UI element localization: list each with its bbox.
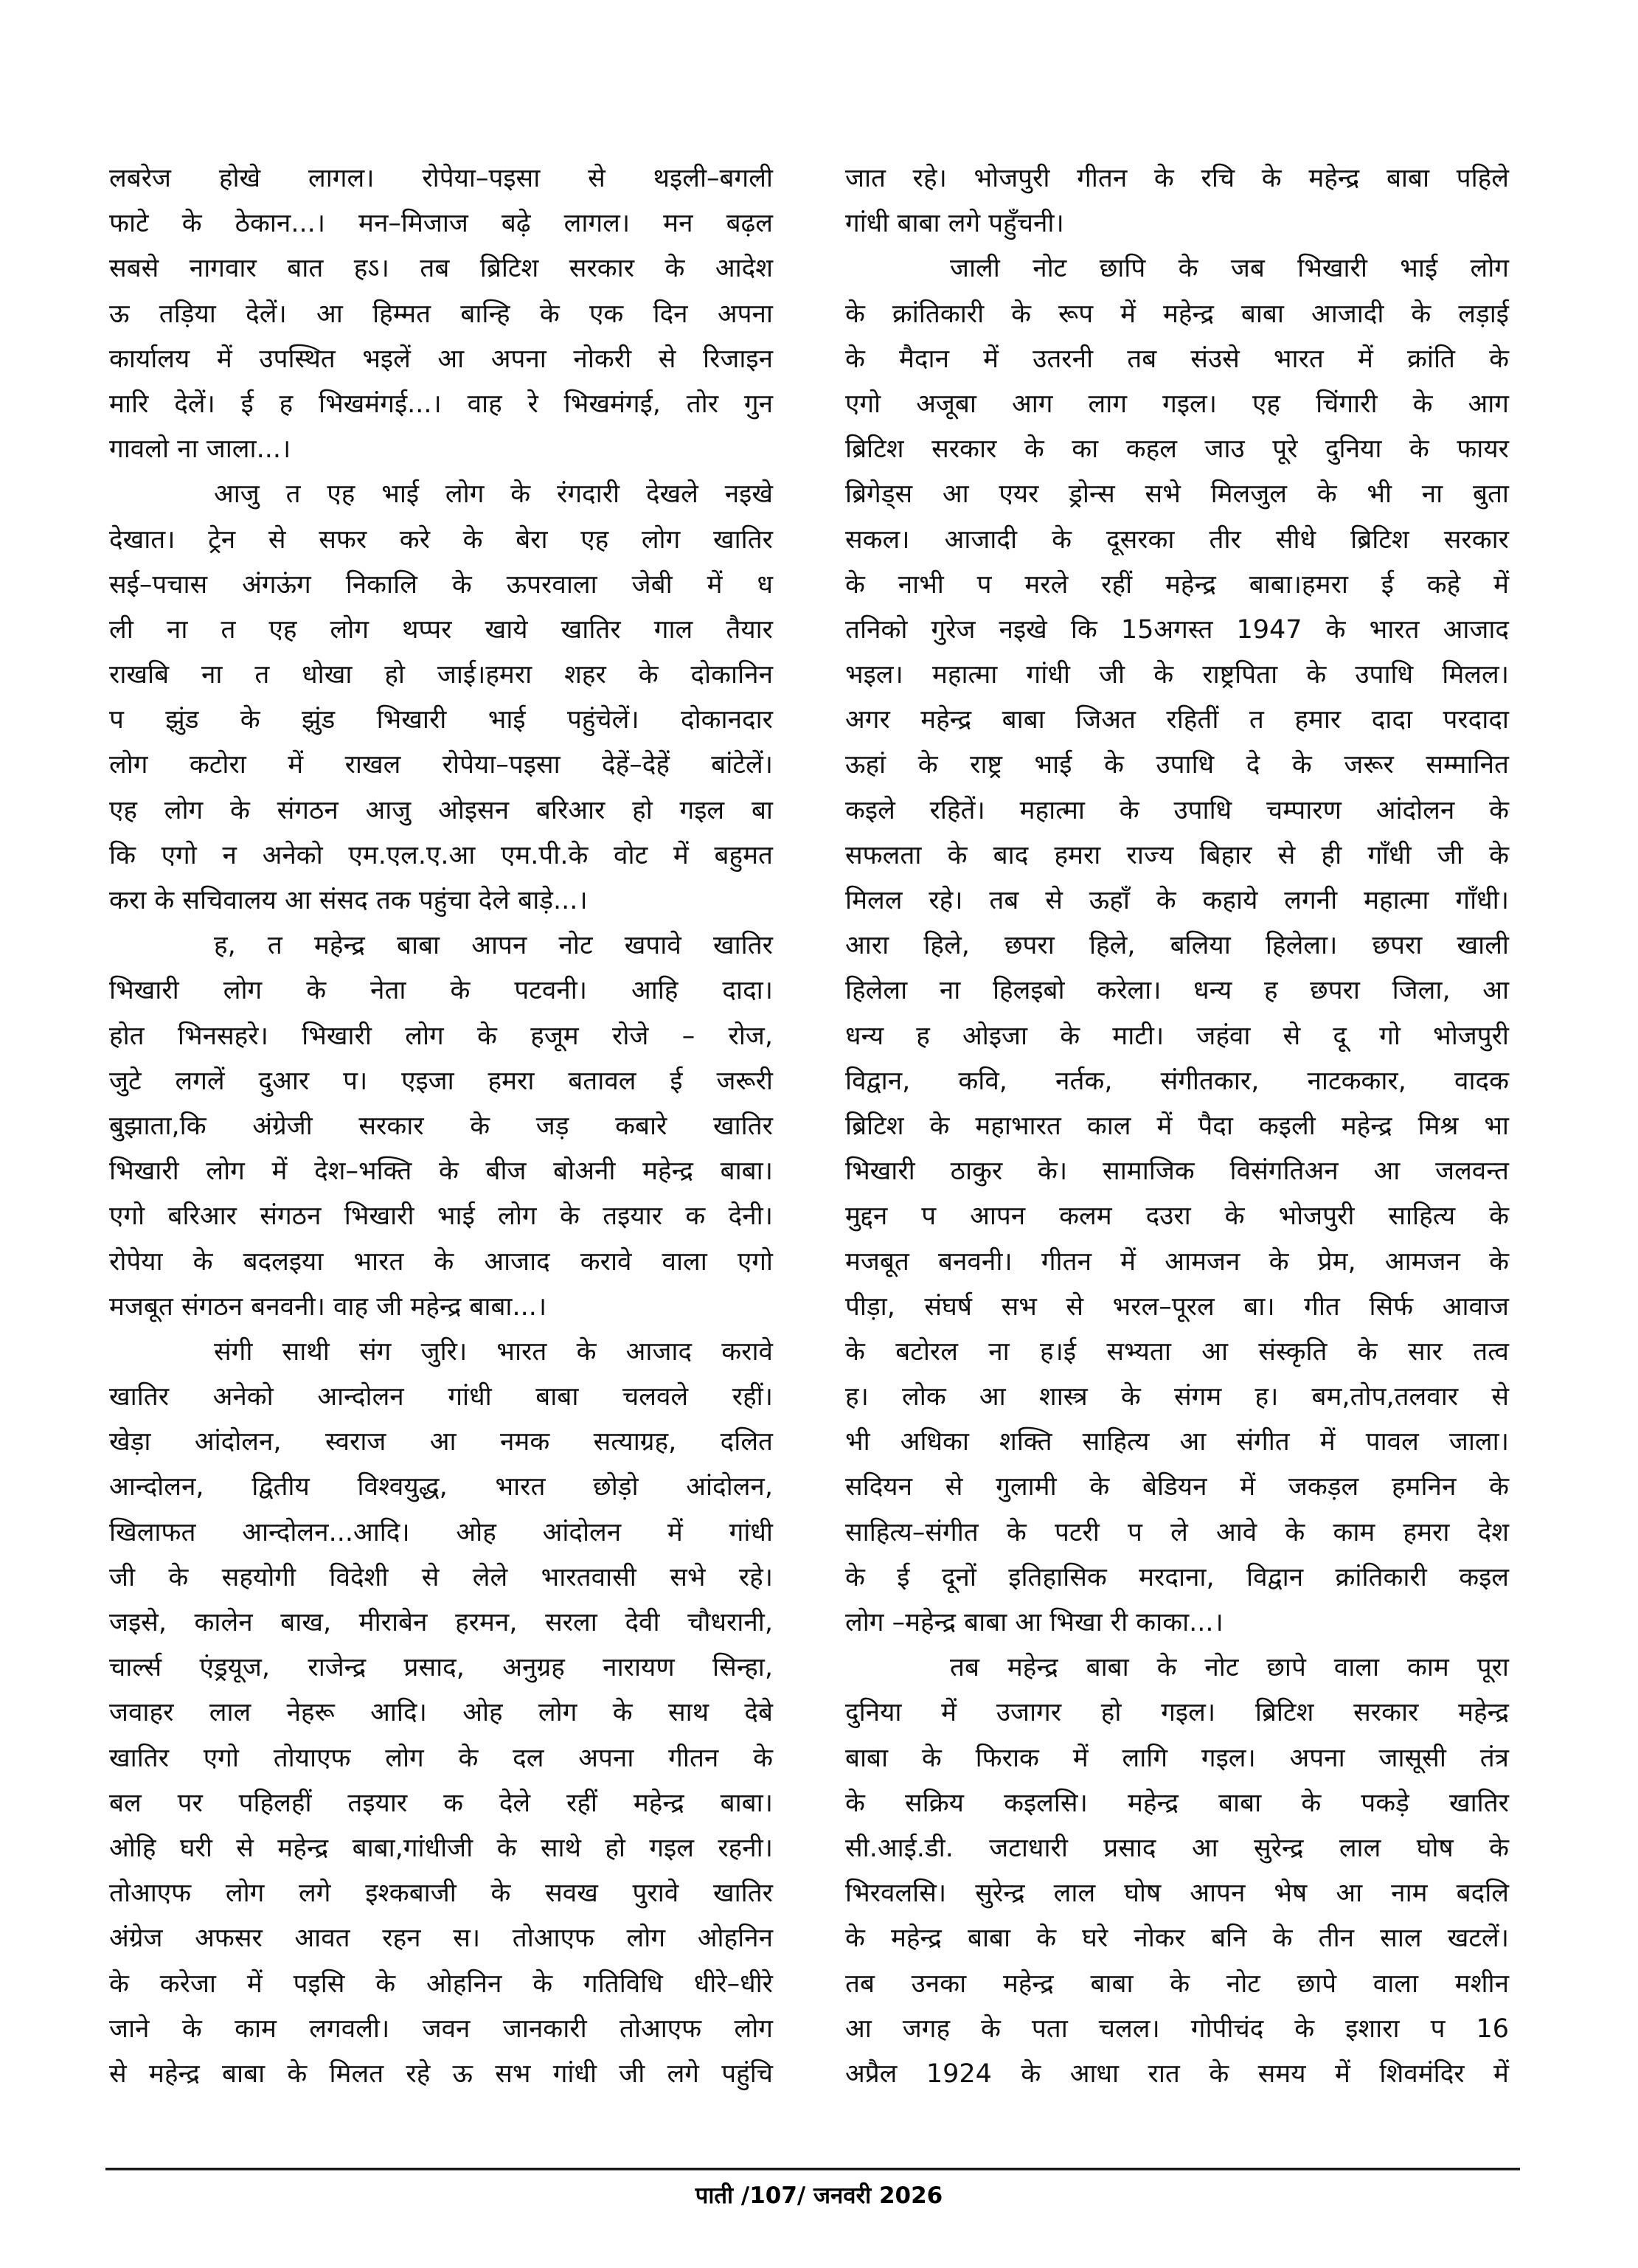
text-line: फाटे के ठेकान...। मन–मिजाज बढ़े लागल। मन बढ़ल <box>109 209 773 239</box>
text-line: के मैदान में उतरनी तब संउसे भारत में क्रांति के <box>845 344 1509 374</box>
text-line: सफलता के बाद हमरा राज्य बिहार से ही गाँधी जी के <box>845 840 1509 870</box>
text-line: अगर महेन्द्र बाबा जिअत रहितीं त हमार दादा परदादा <box>845 705 1509 735</box>
text-line: तब महेन्द्र बाबा के नोट छापे वाला काम पूरा <box>950 1653 1509 1683</box>
text-line: साहित्य–संगीत के पटरी प ले आवे के काम हमरा देश <box>845 1517 1509 1547</box>
text-line: ह। लोक आ शास्त्र के संगम ह। बम,तोप,तलवार से <box>845 1382 1509 1412</box>
text-line: कार्यालय में उपस्थित भइलें आ अपना नोकरी से रिजाइन <box>109 344 773 374</box>
text-line: भिखारी लोग के नेता के पटवनी। आहि दादा। <box>109 976 773 1006</box>
text-line: मुद्दन प आपन कलम दउरा के भोजपुरी साहित्य के <box>845 1201 1509 1232</box>
text-line: जवाहर लाल नेहरू आदि। ओह लोग के साथ देबे <box>109 1698 773 1728</box>
text-line: जात रहे। भोजपुरी गीतन के रचि के महेन्द्र बाबा पहिले <box>845 164 1509 193</box>
text-line: के ई दूनों इतिहासिक मरदाना, विद्वान क्रांतिकारी कइल <box>845 1562 1509 1592</box>
text-line: धन्य ह ओइजा के माटी। जहंवा से दू गो भोजपुरी <box>845 1021 1509 1051</box>
text-line: एगो बरिआर संगठन भिखारी भाई लोग के तइयार क देनी। <box>109 1201 773 1232</box>
text-line: भइल। महात्मा गांधी जी के राष्ट्रपिता के उपाधि मिलल। <box>845 660 1509 690</box>
text-line: मिलल रहे। तब से ऊहाँ के कहाये लगनी महात्मा गाँधी। <box>845 886 1509 915</box>
text-line: कि एगो न अनेको एम.एल.ए.आ एम.पी.के वोट में बहुमत <box>109 840 773 870</box>
text-line: संगी साथी संग जुरि। भारत के आजाद करावे <box>214 1336 773 1367</box>
text-line: ब्रिटिश सरकार के का कहल जाउ पूरे दुनिया के फायर <box>845 434 1509 465</box>
text-line: कइले रहितें। महात्मा के उपाधि चम्पारण आंदोलन के <box>845 795 1509 825</box>
text-line: सदियन से गुलामी के बेडियन में जकड़ल हमनिन के <box>845 1472 1509 1502</box>
text-line: के महेन्द्र बाबा के घरे नोकर बनि के तीन साल खटलें। <box>845 1924 1509 1954</box>
text-line: प झुंड के झुंड भिखारी भाई पहुंचेलें। दोकानदार <box>109 705 773 735</box>
text-line: एगो अजूबा आग लाग गइल। एह चिंगारी के आग <box>845 389 1509 419</box>
text-line: होत भिनसहरे। भिखारी लोग के हजूम रोजे – रोज, <box>109 1021 773 1051</box>
text-line: बुझाता,कि अंग्रेजी सरकार के जड़ कबारे खातिर <box>109 1111 773 1141</box>
text-line: भिखारी लोग में देश–भक्ति के बीज बोअनी महेन्द्र बाबा। <box>109 1156 773 1187</box>
text-line: चार्ल्स एंड्रयूज, राजेन्द्र प्रसाद, अनुग्रह नारायण सिन्हा, <box>109 1653 773 1683</box>
text-line: गावलो ना जाला...। <box>109 434 291 465</box>
text-line: लबरेज होखे लागल। रोपेया–पइसा से थइली–बगली <box>109 164 773 193</box>
text-line: बाबा के फिराक में लागि गइल। अपना जासूसी तंत्र <box>845 1743 1509 1773</box>
text-line: हिलेला ना हिलइबो करेला। धन्य ह छपरा जिला, आ <box>845 976 1509 1006</box>
text-line: खातिर एगो तोयाएफ लोग के दल अपना गीतन के <box>109 1743 773 1773</box>
text-line: आजु त एह भाई लोग के रंगदारी देखले नइखे <box>214 479 773 510</box>
text-line: तब उनका महेन्द्र बाबा के नोट छापे वाला मशीन <box>845 1969 1509 1999</box>
text-line: जाली नोट छापि के जब भिखारी भाई लोग <box>950 254 1509 284</box>
text-line: आन्दोलन, द्वितीय विश्वयुद्ध, भारत छोड़ो आंदोलन, <box>109 1472 773 1502</box>
text-line: खातिर अनेको आन्दोलन गांधी बाबा चलवले रहीं। <box>109 1382 773 1412</box>
text-line: अप्रैल 1924 के आधा रात के समय में शिवमंदिर में <box>845 2059 1509 2089</box>
text-line: लोग –महेन्द्र बाबा आ भिखा री काका...। <box>845 1608 1224 1637</box>
text-line: मारि देलें। ई ह भिखमंगई...। वाह रे भिखमंगई, तोर गुन <box>109 389 773 419</box>
page-footer: पाती /107/ जनवरी 2026 <box>695 2182 943 2209</box>
text-line: सकल। आजादी के दूसरका तीर सीधे ब्रिटिश सरकार <box>845 524 1509 555</box>
left-text-column <box>109 156 773 2097</box>
text-line: से महेन्द्र बाबा के मिलत रहे ऊ सभ गांधी जी लगे पहुंचि <box>109 2059 773 2089</box>
text-line: ऊ तड़िया देलें। आ हिम्मत बान्हि के एक दिन अपना <box>109 299 773 329</box>
text-line: ब्रिटिश के महाभारत काल में पैदा कइली महेन्द्र मिश्र भा <box>845 1111 1509 1141</box>
right-text-column <box>845 156 1509 2097</box>
text-line: करा के सचिवालय आ संसद तक पहुंचा देले बाड़े...। <box>109 886 588 915</box>
text-line: मजबूत बनवनी। गीतन में आमजन के प्रेम, आमजन के <box>845 1246 1509 1277</box>
text-line: बल पर पहिलहीं तइयार क देले रहीं महेन्द्र बाबा। <box>109 1788 773 1818</box>
text-line: खिलाफत आन्दोलन...आदि। ओह आंदोलन में गांधी <box>109 1517 773 1547</box>
text-line: ब्रिगेड्स आ एयर ड्रोन्स सभे मिलजुल के भी ना बुता <box>845 479 1509 510</box>
text-line: जइसे, कालेन बाख, मीराबेन हरमन, सरला देवी चौधरानी, <box>109 1608 773 1637</box>
text-line: के क्रांतिकारी के रूप में महेन्द्र बाबा आजादी के लड़ाई <box>845 299 1509 329</box>
text-line: तनिको गुरेज नइखे कि 15अगस्त 1947 के भारत आजाद <box>845 614 1509 645</box>
text-line: भी अधिका शक्ति साहित्य आ संगीत में पावल जाला। <box>845 1427 1509 1457</box>
text-line: ली ना त एह लोग थप्पर खाये खातिर गाल तैयार <box>109 614 773 645</box>
text-line: विद्वान, कवि, नर्तक, संगीतकार, नाटककार, वादक <box>845 1066 1509 1096</box>
text-line: रोपेया के बदलइया भारत के आजाद करावे वाला एगो <box>109 1246 773 1277</box>
text-line: लोग कटोरा में राखल रोपेया–पइसा देहें–देहें बांटेलें। <box>109 750 773 780</box>
text-line: के बटोरल ना ह।ई सभ्यता आ संस्कृति के सार तत्व <box>845 1336 1509 1367</box>
text-line: राखबि ना त धोखा हो जाई।हमरा शहर के दोकानिन <box>109 660 773 690</box>
text-line: खेड़ा आंदोलन, स्वराज आ नमक सत्याग्रह, दलित <box>109 1427 773 1457</box>
text-line: के नाभी प मरले रहीं महेन्द्र बाबा।हमरा ई कहे में <box>845 569 1509 600</box>
text-line: के सक्रिय कइलसि। महेन्द्र बाबा के पकड़े खातिर <box>845 1788 1509 1818</box>
text-line: जी के सहयोगी विदेशी से लेले भारतवासी सभे रहे। <box>109 1562 773 1592</box>
text-line: तोआएफ लोग लगे इश्कबाजी के सवख पुरावे खातिर <box>109 1879 773 1909</box>
text-line: जुटे लगलें दुआर प। एइजा हमरा बतावल ई जरूरी <box>109 1066 773 1096</box>
text-line: पीड़ा, संघर्ष सभ से भरल–पूरल बा। गीत सिर्फ आवाज <box>845 1291 1509 1322</box>
text-line: मजबूत संगठन बनवनी। वाह जी महेन्द्र बाबा...। <box>109 1291 547 1322</box>
text-line: अंग्रेज अफसर आवत रहन स। तोआएफ लोग ओहनिन <box>109 1924 773 1954</box>
text-line: के करेजा में पइसि के ओहनिन के गतिविधि धीरे–धीरे <box>109 1969 773 1999</box>
text-line: आरा हिले, छपरा हिले, बलिया हिलेला। छपरा खाली <box>845 931 1509 961</box>
text-line: जाने के काम लगवली। जवन जानकारी तोआएफ लोग <box>109 2014 773 2044</box>
text-line: ऊहां के राष्ट्र भाई के उपाधि दे के जरूर सम्मानित <box>845 750 1509 780</box>
text-line: एह लोग के संगठन आजु ओइसन बरिआर हो गइल बा <box>109 795 773 825</box>
text-line: गांधी बाबा लगे पहुँचनी। <box>845 209 1064 239</box>
text-line: देखात। ट्रेन से सफर करे के बेरा एह लोग खातिर <box>109 524 773 555</box>
text-line: ह, त महेन्द्र बाबा आपन नोट खपावे खातिर <box>214 931 773 961</box>
text-line: दुनिया में उजागर हो गइल। ब्रिटिश सरकार महेन्द्र <box>845 1698 1509 1728</box>
text-line: ओहि घरी से महेन्द्र बाबा,गांधीजी के साथे हो गइल रहनी। <box>109 1833 773 1863</box>
text-line: सी.आई.डी. जटाधारी प्रसाद आ सुरेन्द्र लाल घोष के <box>845 1833 1509 1863</box>
text-line: भिरवलसि। सुरेन्द्र लाल घोष आपन भेष आ नाम बदलि <box>845 1879 1509 1909</box>
text-line: सबसे नागवार बात हऽ। तब ब्रिटिश सरकार के आदेश <box>109 254 773 284</box>
text-line: सई–पचास अंगऊंग निकालि के ऊपरवाला जेबी में ध <box>109 569 773 600</box>
text-line: भिखारी ठाकुर के। सामाजिक विसंगतिअन आ जलवन्त <box>845 1156 1509 1187</box>
footer-divider <box>105 2168 1520 2171</box>
text-line: आ जगह के पता चलल। गोपीचंद के इशारा प 16 <box>845 2014 1509 2044</box>
